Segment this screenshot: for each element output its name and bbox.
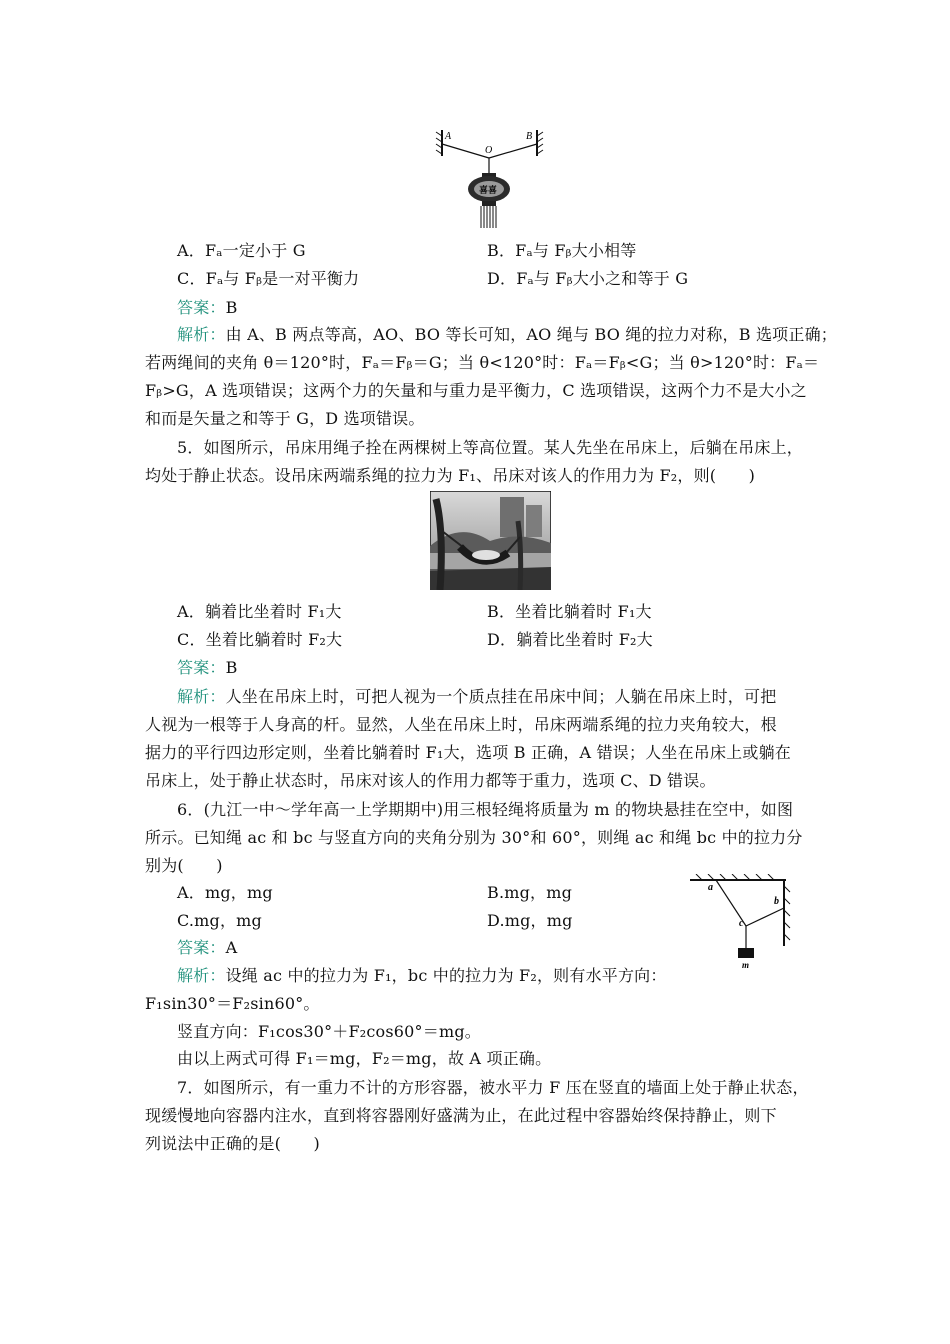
q5-option-d[interactable]: D．躺着比坐着时 F₂大 bbox=[487, 630, 653, 649]
q5-analysis-line: 吊床上，处于静止状态时，吊床对该人的作用力都等于重力，选项 C、D 错误。 bbox=[145, 771, 716, 790]
analysis-label: 解析： bbox=[177, 325, 226, 344]
label-a: a bbox=[708, 882, 713, 893]
q6-option-a[interactable]: A．mg，mg bbox=[177, 883, 273, 902]
label-b: B bbox=[526, 131, 533, 142]
answer-label: 答案： bbox=[177, 298, 226, 317]
q6-option-b[interactable]: B.mg，mg bbox=[487, 883, 573, 902]
answer-label: 答案： bbox=[177, 938, 226, 957]
label-a: A bbox=[445, 131, 452, 142]
q4-analysis-line: Fᵦ>G，A 选项错误；这两个力的矢量和与重力是平衡力，C 选项错误，这两个力不是大小之 bbox=[145, 381, 807, 400]
q7-stem-line: 列说法中正确的是( ) bbox=[145, 1134, 320, 1153]
analysis-text: 由 A、B 两点等高，AO、BO 等长可知，AO 绳与 BO 绳的拉力对称，B 选项正确； bbox=[225, 325, 837, 344]
q6-option-d[interactable]: D.mg，mg bbox=[487, 911, 573, 930]
q4-analysis-line: 若两绳间的夹角 θ＝120°时，Fₐ＝Fᵦ＝G；当 θ<120°时：Fₐ＝Fᵦ<G；当 θ>120°时：Fₐ＝ bbox=[145, 353, 820, 372]
q5-analysis-line bbox=[145, 684, 842, 707]
q5-option-a[interactable]: A．躺着比坐着时 F₁大 bbox=[177, 602, 342, 621]
q6-option-c[interactable]: C.mg，mg bbox=[177, 911, 262, 930]
q6-analysis-line: 由以上两式可得 F₁＝mg，F₂＝mg，故 A 项正确。 bbox=[177, 1049, 552, 1068]
q7-stem-line: 现缓慢地向容器内注水，直到将容器刚好盛满为止，在此过程中容器始终保持静止，则下 bbox=[145, 1106, 777, 1125]
q6-stem-line: 所示。已知绳 ac 和 bc 与竖直方向的夹角分别为 30°和 60°，则绳 ac 和绳 bc 中的拉力分 bbox=[145, 828, 803, 847]
q4-analysis-line bbox=[145, 322, 842, 345]
q6-stem-line: 别为( ) bbox=[145, 856, 223, 875]
analysis-label: 解析： bbox=[177, 687, 226, 706]
q4-answer bbox=[145, 295, 842, 318]
lantern-figure bbox=[432, 126, 547, 234]
q5-analysis-line: 据力的平行四边形定则，坐着比躺着时 F₁大，选项 B 正确，A 错误；人坐在吊床上或躺在 bbox=[145, 743, 791, 762]
q7-stem-line: 7．如图所示，有一重力不计的方形容器，被水平力 F 压在竖直的墙面上处于静止状态， bbox=[177, 1078, 809, 1097]
label-c: c bbox=[739, 918, 744, 929]
q4-analysis-line: 和而是矢量之和等于 G，D 选项错误。 bbox=[145, 409, 425, 428]
q5-option-c[interactable]: C．坐着比躺着时 F₂大 bbox=[177, 630, 343, 649]
label-m: m bbox=[742, 960, 750, 970]
q6-answer bbox=[145, 935, 842, 958]
q4-option-b[interactable]: B．Fₐ与 Fᵦ大小相等 bbox=[487, 241, 637, 260]
answer-value: B bbox=[225, 658, 238, 677]
q4-option-a[interactable]: A．Fₐ一定小于 G bbox=[177, 241, 306, 260]
label-b: b bbox=[774, 896, 779, 907]
q5-option-b[interactable]: B．坐着比躺着时 F₁大 bbox=[487, 602, 652, 621]
q5-answer bbox=[145, 655, 842, 678]
analysis-label: 解析： bbox=[177, 966, 226, 985]
q5-stem-line: 5．如图所示，吊床用绳子拴在两棵树上等高位置。某人先坐在吊床上，后躺在吊床上， bbox=[177, 438, 803, 457]
q5-analysis-line: 人视为一根等于人身高的杆。显然，人坐在吊床上时，吊床两端系绳的拉力夹角较大，根 bbox=[145, 715, 777, 734]
answer-value: A bbox=[225, 938, 238, 957]
lantern-text: 喜喜 bbox=[479, 186, 498, 196]
hammock-photo bbox=[430, 491, 551, 590]
answer-label: 答案： bbox=[177, 658, 226, 677]
q4-option-d[interactable]: D．Fₐ与 Fᵦ大小之和等于 G bbox=[487, 269, 689, 288]
q5-stem-line: 均处于静止状态。设吊床两端系绳的拉力为 F₁、吊床对该人的作用力为 F₂，则( ) bbox=[145, 466, 756, 485]
q6-analysis-line: 竖直方向：F₁cos30°＋F₂cos60°＝mg。 bbox=[177, 1022, 481, 1041]
label-o: O bbox=[485, 145, 493, 156]
answer-value: B bbox=[225, 298, 238, 317]
analysis-text: 设绳 ac 中的拉力为 F₁，bc 中的拉力为 F₂，则有水平方向： bbox=[225, 966, 667, 985]
analysis-text: 人坐在吊床上时，可把人视为一个质点挂在吊床中间；人躺在吊床上时，可把 bbox=[225, 687, 777, 706]
q6-stem-line: 6．(九江一中～学年高一上学期期中)用三根轻绳将质量为 m 的物块悬挂在空中，如图 bbox=[177, 800, 794, 819]
q4-option-c[interactable]: C．Fₐ与 Fᵦ是一对平衡力 bbox=[177, 269, 360, 288]
q6-analysis-line bbox=[145, 963, 842, 986]
q6-analysis-line: F₁sin30°＝F₂sin60°。 bbox=[145, 994, 320, 1013]
